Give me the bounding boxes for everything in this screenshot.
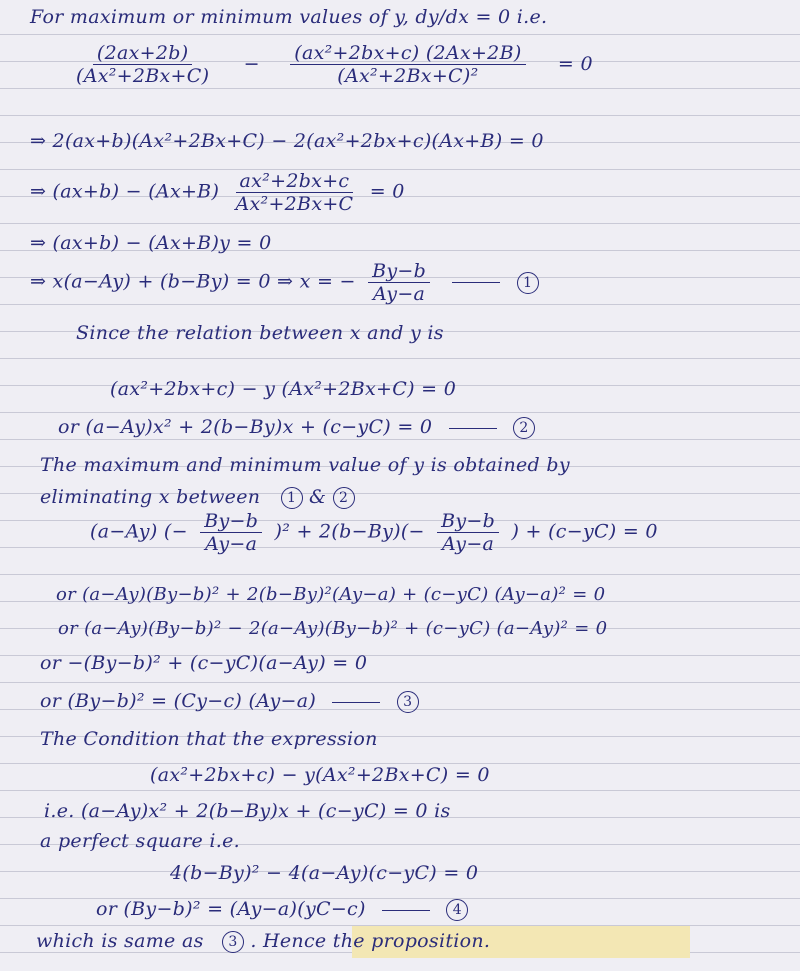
- line-obtained: The maximum and minimum value of y is obtained by: [40, 454, 570, 476]
- line-eliminating: eliminating x between 1 & 2: [40, 486, 355, 509]
- line-expression-2: (ax²+2bx+c) − y(Ax²+2Bx+C) = 0: [150, 764, 490, 786]
- line-condition: The Condition that the expression: [40, 728, 378, 750]
- line-discriminant: 4(b−By)² − 4(a−Ay)(c−yC) = 0: [170, 862, 479, 884]
- line-step-4: ⇒ x(a−Ay) + (b−By) = 0 ⇒ x = − $\frac{By-b}{Ay-a}$ 1: [30, 260, 539, 305]
- equation-tag-1-ref: 1: [281, 487, 303, 509]
- equation-tag-2: 2: [513, 417, 535, 439]
- line-intro: For maximum or minimum values of y, dy/dx = 0 i.e.: [30, 6, 548, 28]
- equation-tag-1: 1: [517, 272, 539, 294]
- line-expression: (ax²+2bx+c) − y (Ax²+2Bx+C) = 0: [110, 378, 457, 400]
- line-result-3: or (By−b)² = (Cy−c) (Ay−a) 3: [40, 690, 419, 713]
- line-substitution: (a−Ay) (− $\frac{By-b}{Ay-a}$ )² + 2(b−By)(− $\frac{By-b}{Ay-a}$ ) + (c−yC) = 0: [90, 510, 658, 555]
- conclusion-text: . Hence the proposition.: [250, 930, 491, 952]
- line-ie-quadratic: i.e. (a−Ay)x² + 2(b−By)x + (c−yC) = 0 is: [44, 800, 451, 822]
- line-simplified: or (a−Ay)(By−b)² − 2(a−Ay)(By−b)² + (c−yC) (a−Ay)² = 0: [58, 618, 608, 639]
- fraction-numerator: (ax²+2bx+c) (2Ax+2B): [290, 42, 525, 65]
- line-perfect-square: a perfect square i.e.: [40, 830, 240, 852]
- line-expanded: or (a−Ay)(By−b)² + 2(b−By)²(Ay−a) + (c−yC) (Ay−a)² = 0: [56, 584, 606, 605]
- line-step-3: ⇒ (ax+b) − (Ax+B)y = 0: [30, 232, 272, 254]
- fraction-denominator: (Ax²+2Bx+C)²: [337, 65, 479, 87]
- line-result-4: or (By−b)² = (Ay−a)(yC−c) 4: [96, 898, 468, 921]
- equation-tag-2-ref: 2: [333, 487, 355, 509]
- line-derivative: $\frac{(2ax+2b)}{\text{(Ax²+2Bx+C)}}$ − $\frac{\text{(ax²+2bx+c) (2Ax+2B)}}{\text{(Ax²+2Bx+C)²}}$ = 0: [66, 42, 593, 87]
- line-step-1: ⇒ 2(ax+b)(Ax²+2Bx+C) − 2(ax²+2bx+c)(Ax+B) = 0: [30, 130, 544, 152]
- line-reduced: or −(By−b)² + (c−yC)(a−Ay) = 0: [40, 652, 368, 674]
- fraction-numerator: (2ax+2b): [93, 42, 193, 65]
- line-conclusion: which is same as 3 . Hence the proposition.: [36, 930, 491, 952]
- equation-tag-3-ref: 3: [222, 931, 244, 953]
- line-relation: Since the relation between x and y is: [76, 322, 444, 344]
- equation-tag-4: 4: [446, 899, 468, 921]
- fraction-denominator: (Ax²+2Bx+C): [76, 65, 210, 87]
- equation-tag-3: 3: [397, 691, 419, 713]
- line-quadratic: or (a−Ay)x² + 2(b−By)x + (c−yC) = 0 2: [58, 416, 535, 439]
- line-step-2: ⇒ (ax+b) − (Ax+B) $\frac{\text{ax²+2bx+c}}{\text{Ax²+2Bx+C}}$ = 0: [30, 170, 405, 215]
